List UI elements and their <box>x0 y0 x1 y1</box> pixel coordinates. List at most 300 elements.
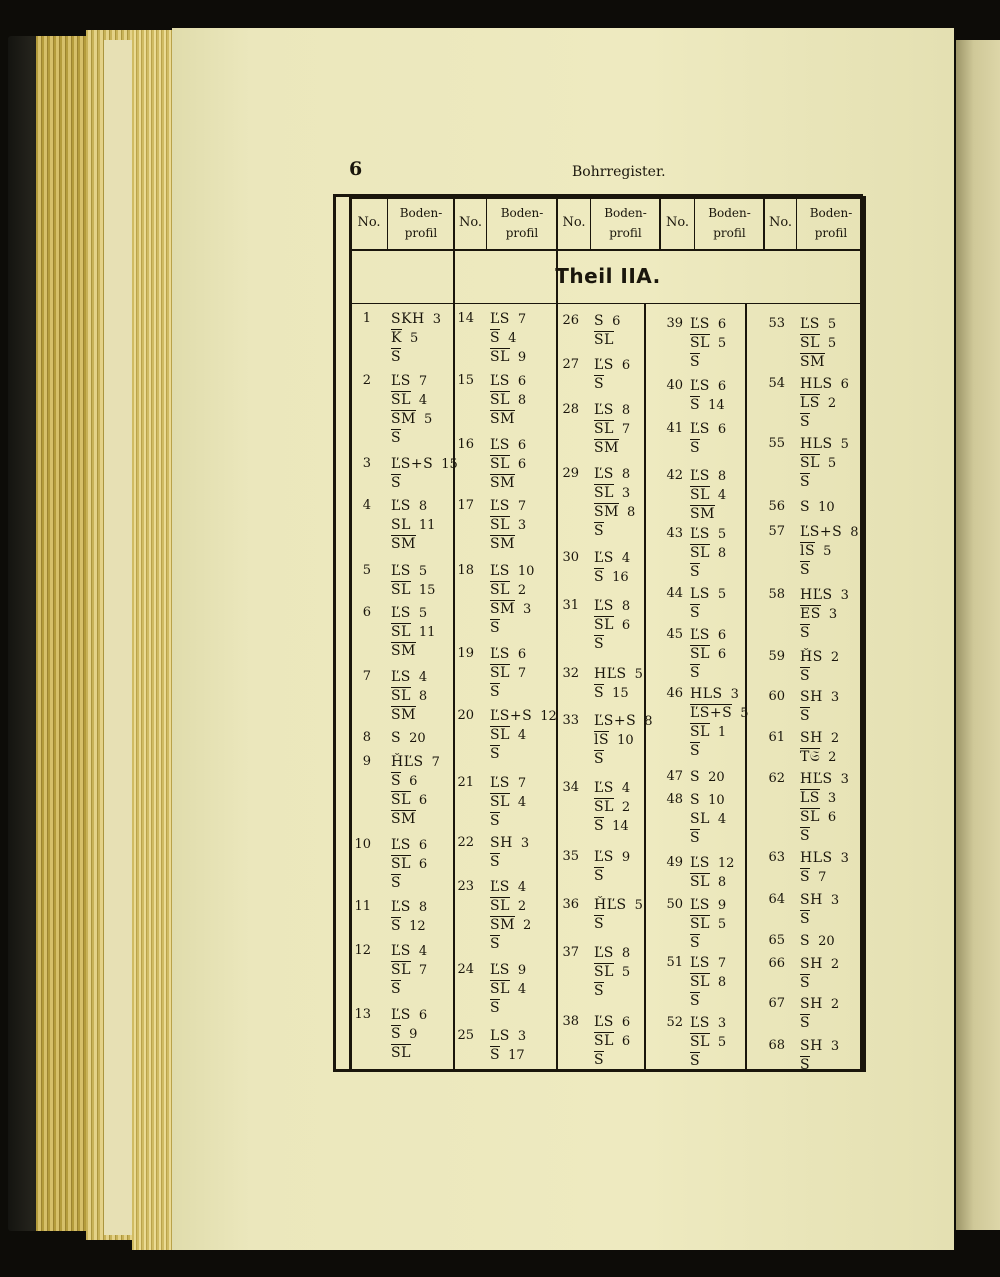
layer-code: SM <box>690 506 715 522</box>
entry-number: 27 <box>562 357 579 372</box>
profile-layer <box>594 375 630 394</box>
profile-layer <box>690 626 726 645</box>
layer-code: SL <box>490 392 510 408</box>
entry-number: 39 <box>666 316 683 331</box>
profile-layer <box>490 834 529 853</box>
layer-depth: 7 <box>517 499 527 514</box>
soil-profile <box>490 372 526 429</box>
layer-code: S <box>391 981 402 997</box>
layer-depth: 8 <box>621 946 631 961</box>
profile-layer <box>594 568 630 587</box>
entry-number: 54 <box>768 376 785 391</box>
layer-code: ĽS <box>690 378 710 394</box>
entry-number: 59 <box>768 649 785 664</box>
profile-layer <box>490 391 526 410</box>
profile-layer <box>690 396 726 415</box>
layer-depth: 8 <box>717 469 727 484</box>
profile-layer <box>391 429 432 448</box>
layer-code: S <box>800 708 811 724</box>
layer-depth: 15 <box>612 686 629 701</box>
layer-code: SH <box>800 956 823 972</box>
entry-number: 3 <box>362 456 371 471</box>
layer-code: S <box>594 523 605 539</box>
entry-number: 5 <box>362 563 371 578</box>
soil-profile <box>594 779 630 836</box>
layer-code: ES <box>800 606 821 622</box>
layer-depth: 4 <box>517 982 527 997</box>
entry-number: 30 <box>562 550 579 565</box>
page-number: 6 <box>349 158 363 180</box>
entry-number: 68 <box>768 1038 785 1053</box>
layer-code: ĽS <box>690 421 710 437</box>
profile-layer <box>800 1056 839 1075</box>
layer-code: SL <box>594 799 614 815</box>
layer-depth: 5 <box>827 317 837 332</box>
layer-depth: 2 <box>830 731 840 746</box>
profile-layer <box>690 439 726 458</box>
profile-layer <box>490 600 534 619</box>
profile-layer <box>800 729 839 748</box>
profile-layer <box>391 961 427 980</box>
layer-code: S <box>800 828 811 844</box>
layer-code: ĽS+S <box>594 713 637 729</box>
entry-number: 65 <box>768 933 785 948</box>
profile-layer <box>391 497 435 516</box>
layer-depth: 3 <box>522 602 532 617</box>
profile-layer <box>594 356 630 375</box>
entry-number: 51 <box>666 955 683 970</box>
profile-layer <box>690 585 726 604</box>
layer-depth: 2 <box>522 918 532 933</box>
layer-depth: 3 <box>730 687 739 702</box>
soil-profile <box>690 896 726 953</box>
layer-code: ĽS <box>391 899 411 915</box>
profile-layer <box>391 898 427 917</box>
layer-depth: 16 <box>612 570 629 585</box>
entry-number: 12 <box>354 943 371 958</box>
layer-code: HĽS <box>800 771 833 787</box>
profile-layer <box>800 315 836 334</box>
entry-number: 14 <box>457 311 474 326</box>
profile-layer <box>800 748 839 767</box>
layer-code: SL <box>391 1045 411 1061</box>
profile-layer <box>391 855 427 874</box>
entry-number: 40 <box>666 378 683 393</box>
soil-profile <box>690 1014 726 1071</box>
profile-layer <box>594 503 635 522</box>
soil-profile <box>800 849 849 887</box>
layer-code: ĽS <box>490 563 510 579</box>
layer-code: SL <box>490 349 510 365</box>
profile-layer <box>594 731 653 750</box>
profile-layer <box>594 549 630 568</box>
profile-layer <box>594 312 620 331</box>
layer-code: ĽS <box>690 855 710 871</box>
soil-profile <box>594 597 630 654</box>
profile-layer <box>391 980 427 999</box>
layer-code: SH <box>800 689 823 705</box>
soil-profile <box>594 401 630 458</box>
profile-layer <box>490 516 526 535</box>
layer-depth: 6 <box>517 647 527 662</box>
layer-code: SL <box>800 455 820 471</box>
soil-profile <box>800 375 849 432</box>
layer-code: ĽS <box>594 780 614 796</box>
profile-layer <box>690 829 726 848</box>
layer-code: SL <box>690 1034 710 1050</box>
entry-number: 4 <box>362 498 371 513</box>
layer-depth: 20 <box>708 770 725 785</box>
profile-layer <box>690 645 726 664</box>
profile-layer <box>690 505 726 524</box>
profile-layer <box>391 810 440 829</box>
layer-code: ĽS <box>594 550 614 566</box>
layer-code: SL <box>690 545 710 561</box>
header-bodenprofil: Boden- profil <box>809 206 853 240</box>
layer-depth: 8 <box>644 714 653 729</box>
layer-depth: 2 <box>830 650 840 665</box>
layer-depth: 6 <box>717 317 727 332</box>
layer-depth: 12 <box>540 709 557 724</box>
profile-layer <box>800 770 849 789</box>
layer-depth: 11 <box>418 518 436 533</box>
entry-number: 64 <box>768 892 785 907</box>
layer-depth: 20 <box>818 934 835 949</box>
layer-code: SM <box>594 504 619 520</box>
entry-number: 22 <box>457 835 474 850</box>
entry-number: 21 <box>457 775 474 790</box>
profile-layer <box>800 974 839 993</box>
profile-layer <box>690 486 726 505</box>
soil-profile <box>391 455 458 493</box>
soil-profile <box>800 498 835 517</box>
layer-code: SL <box>391 688 411 704</box>
entry-number: 8 <box>362 730 371 745</box>
section-title: Theil IIA. <box>555 264 661 288</box>
profile-layer <box>594 982 630 1001</box>
profile-layer <box>800 375 849 394</box>
profile-layer <box>490 372 526 391</box>
layer-code: S <box>690 935 701 951</box>
profile-layer <box>690 934 726 953</box>
layer-code: ĽS <box>490 437 510 453</box>
layer-code: SL <box>690 335 710 351</box>
profile-layer <box>594 963 630 982</box>
layer-depth: 8 <box>717 546 727 561</box>
header-bodenprofil: Boden- profil <box>500 206 544 240</box>
soil-profile <box>391 729 426 748</box>
soil-profile <box>800 586 849 643</box>
profile-layer <box>690 723 749 742</box>
layer-depth: 4 <box>517 880 527 895</box>
layer-depth: 6 <box>717 422 727 437</box>
layer-code: S <box>690 397 701 413</box>
soil-profile <box>800 995 839 1033</box>
entry-number: 23 <box>457 879 474 894</box>
layer-depth: 4 <box>508 331 517 346</box>
profile-layer <box>690 334 726 353</box>
layer-code: S <box>690 830 701 846</box>
profile-layer <box>800 932 835 951</box>
layer-depth: 12 <box>717 856 735 871</box>
layer-depth: 7 <box>818 870 827 885</box>
header-bodenprofil: Boden- profil <box>399 206 443 240</box>
layer-code: SM <box>490 475 515 491</box>
profile-layer <box>800 1014 839 1033</box>
layer-depth: 6 <box>517 438 527 453</box>
entry-number: 9 <box>362 754 371 769</box>
entry-number: 31 <box>562 598 579 613</box>
profile-layer <box>800 910 839 929</box>
layer-code: ĽS+S <box>391 456 434 472</box>
profile-layer <box>490 961 526 980</box>
layer-code: S <box>690 440 701 456</box>
soil-profile <box>594 465 635 541</box>
layer-code: S <box>800 668 811 684</box>
profile-layer <box>690 420 726 439</box>
layer-code: S <box>594 751 605 767</box>
layer-code: HLS <box>800 376 833 392</box>
layer-code: S <box>594 818 605 834</box>
profile-layer <box>490 707 557 726</box>
layer-code: SL <box>391 792 411 808</box>
layer-depth: 5 <box>717 587 727 602</box>
profile-layer <box>490 348 526 367</box>
profile-layer <box>594 1032 630 1051</box>
layer-depth: 5 <box>827 336 837 351</box>
layer-code: ĽS <box>391 498 411 514</box>
profile-layer <box>800 648 839 667</box>
entry-number: 18 <box>457 563 474 578</box>
layer-depth: 5 <box>423 412 433 427</box>
entry-number: 10 <box>354 837 371 852</box>
profile-layer <box>690 896 726 915</box>
layer-code: lS <box>800 543 816 559</box>
layer-depth: 3 <box>840 851 849 866</box>
layer-code: ĽS <box>490 373 510 389</box>
entry-number: 15 <box>457 373 474 388</box>
layer-depth: 6 <box>418 1008 428 1023</box>
layer-depth: 15 <box>441 457 458 472</box>
layer-depth: 2 <box>517 583 527 598</box>
layer-code: HĽS <box>594 666 627 682</box>
layer-code: SL <box>391 962 411 978</box>
profile-layer <box>391 623 435 642</box>
profile-layer <box>391 668 427 687</box>
layer-code: S <box>490 854 501 870</box>
layer-depth: 4 <box>418 670 428 685</box>
profile-layer <box>391 1025 427 1044</box>
layer-code: SL <box>800 809 820 825</box>
layer-depth: 7 <box>621 422 631 437</box>
profile-layer <box>490 726 557 745</box>
entry-number: 20 <box>457 708 474 723</box>
profile-layer <box>800 334 836 353</box>
soil-profile <box>690 377 726 415</box>
layer-code: HLS <box>800 850 833 866</box>
layer-depth: 2 <box>830 957 840 972</box>
entry-number: 56 <box>768 499 785 514</box>
soil-profile <box>391 898 427 936</box>
entry-number: 29 <box>562 466 579 481</box>
layer-depth: 5 <box>418 606 428 621</box>
header-no: No. <box>665 215 690 230</box>
layer-code: SL <box>690 974 710 990</box>
layer-code: S <box>490 330 501 346</box>
profile-layer <box>391 642 435 661</box>
layer-code: S <box>690 605 701 621</box>
layer-depth: 4 <box>621 781 631 796</box>
profile-layer <box>594 848 630 867</box>
layer-depth: 2 <box>828 750 837 765</box>
layer-depth: 8 <box>621 599 631 614</box>
profile-layer <box>690 973 726 992</box>
layer-code: SH <box>800 892 823 908</box>
layer-depth: 5 <box>717 336 727 351</box>
layer-depth: 6 <box>612 314 621 329</box>
soil-profile <box>391 497 435 554</box>
layer-depth: 3 <box>827 791 837 806</box>
profile-layer <box>800 394 849 413</box>
layer-depth: 10 <box>617 733 634 748</box>
layer-depth: 3 <box>828 607 838 622</box>
layer-depth: 4 <box>418 944 428 959</box>
layer-code: LS <box>800 790 820 806</box>
profile-layer <box>490 562 534 581</box>
layer-code: SM <box>490 411 515 427</box>
profile-layer <box>594 665 643 684</box>
entry-number: 58 <box>768 587 785 602</box>
layer-depth: 1 <box>717 725 727 740</box>
layer-code: S <box>800 414 811 430</box>
layer-depth: 6 <box>418 857 428 872</box>
layer-code: ĽS <box>690 468 710 484</box>
soil-profile <box>690 854 734 892</box>
layer-depth: 6 <box>717 379 727 394</box>
profile-layer <box>490 935 531 954</box>
layer-code: LS <box>490 1028 510 1044</box>
entry-number: 52 <box>666 1015 683 1030</box>
profile-layer <box>800 413 849 432</box>
profile-layer <box>800 688 839 707</box>
layer-depth: 7 <box>418 374 428 389</box>
layer-code: ĽS <box>490 962 510 978</box>
soil-profile <box>391 1006 427 1063</box>
soil-profile <box>800 891 839 929</box>
layer-depth: 14 <box>612 819 629 834</box>
profile-layer <box>391 706 427 725</box>
layer-depth: 9 <box>517 350 527 365</box>
layer-code: SH <box>800 1038 823 1054</box>
layer-code: ĽS <box>594 598 614 614</box>
profile-layer <box>391 791 440 810</box>
entry-number: 46 <box>666 686 683 701</box>
profile-layer <box>391 516 435 535</box>
layer-code: ĽS <box>391 605 411 621</box>
soil-profile <box>490 310 526 367</box>
layer-code: S <box>391 730 402 746</box>
layer-code: S <box>690 769 701 785</box>
profile-layer <box>800 605 849 624</box>
layer-depth: 9 <box>717 898 727 913</box>
profile-layer <box>391 729 426 748</box>
layer-code: ĽS <box>690 526 710 542</box>
profile-layer <box>800 353 836 372</box>
header-bodenprofil: Boden- profil <box>708 206 751 240</box>
profile-layer <box>490 916 531 935</box>
entry-number: 50 <box>666 897 683 912</box>
layer-code: SL <box>594 485 614 501</box>
layer-depth: 3 <box>830 1039 840 1054</box>
soil-profile <box>391 942 427 999</box>
profile-layer <box>594 635 630 654</box>
layer-code: ĽS <box>594 357 614 373</box>
soil-profile <box>594 944 630 1001</box>
layer-code: S <box>800 869 811 885</box>
profile-layer <box>490 980 526 999</box>
layer-code: S <box>490 936 501 952</box>
layer-code: SL <box>490 665 510 681</box>
running-title: Bohrregister. <box>572 164 666 180</box>
entry-number: 41 <box>666 421 683 436</box>
layer-code: ĽS <box>594 945 614 961</box>
layer-code: SL <box>391 856 411 872</box>
profile-layer <box>690 742 749 761</box>
profile-layer <box>800 454 849 473</box>
profile-layer <box>594 484 635 503</box>
layer-code: SL <box>391 582 411 598</box>
profile-layer <box>490 878 531 897</box>
entry-number: 32 <box>562 666 579 681</box>
layer-code: ĽS <box>391 943 411 959</box>
entry-number: 34 <box>562 780 579 795</box>
layer-code: ĽS <box>391 373 411 389</box>
soil-profile <box>490 878 531 954</box>
profile-layer <box>490 619 534 638</box>
profile-layer <box>594 944 630 963</box>
soil-profile <box>800 315 836 372</box>
layer-code: S <box>391 773 402 789</box>
entry-number: 61 <box>768 730 785 745</box>
profile-layer <box>490 897 531 916</box>
soil-profile <box>690 467 726 524</box>
layer-depth: 8 <box>517 393 527 408</box>
profile-layer <box>391 1006 427 1025</box>
profile-layer <box>490 683 526 702</box>
layer-depth: 10 <box>517 564 535 579</box>
layer-code: S <box>800 562 811 578</box>
profile-layer <box>690 810 726 829</box>
profile-layer <box>391 310 441 329</box>
layer-code: S <box>800 474 811 490</box>
profile-layer <box>490 455 526 474</box>
soil-profile <box>594 896 643 934</box>
entry-number: 60 <box>768 689 785 704</box>
layer-depth: 3 <box>517 1029 527 1044</box>
layer-code: ĽS <box>690 316 710 332</box>
layer-depth: 8 <box>621 403 631 418</box>
layer-code: S <box>490 746 501 762</box>
profile-layer <box>800 586 849 605</box>
layer-code: ȞĽS <box>594 897 627 913</box>
header-no: No. <box>768 215 793 230</box>
layer-code: S <box>490 1000 501 1016</box>
profile-layer <box>391 581 435 600</box>
profile-layer <box>690 467 726 486</box>
layer-depth: 7 <box>517 312 527 327</box>
layer-code: S <box>594 376 605 392</box>
entry-number: 25 <box>457 1028 474 1043</box>
